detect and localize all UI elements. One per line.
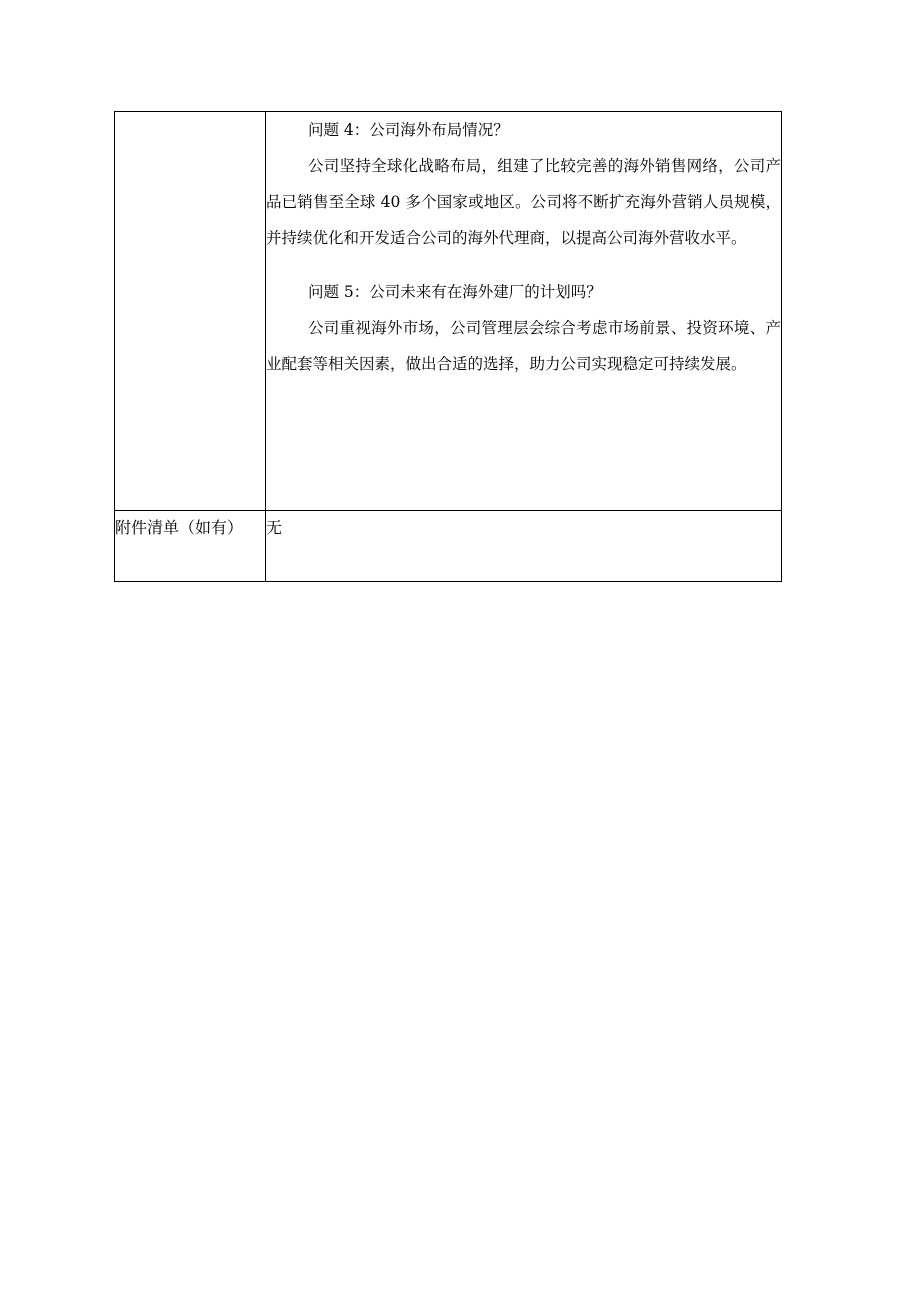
- answer-4: 公司坚持全球化战略布局，组建了比较完善的海外销售网络，公司产品已销售至全球 40 多个国家或地区。公司将不断扩充海外营销人员规模，并持续优化和开发适合公司的海外代理商，以提高公司海外营收水平。: [266, 157, 781, 247]
- paragraph-gap: [266, 256, 781, 274]
- qa-content-cell: [266, 112, 782, 511]
- answer-5: 公司重视海外市场，公司管理层会综合考虑市场前景、投资环境、产业配套等相关因素，做出合适的选择，助力公司实现稳定可持续发展。: [266, 319, 781, 373]
- question-5: 问题 5：公司未来有在海外建厂的计划吗？: [308, 283, 602, 301]
- qa-label-cell: [115, 112, 266, 511]
- attachments-label: 附件清单（如有）: [115, 511, 266, 582]
- attachments-value: 无: [266, 511, 782, 582]
- investor-relations-table: [114, 111, 782, 582]
- question-4: 问题 4：公司海外布局情况？: [308, 121, 509, 139]
- attachments-row: [115, 511, 782, 582]
- qa-row: [115, 112, 782, 511]
